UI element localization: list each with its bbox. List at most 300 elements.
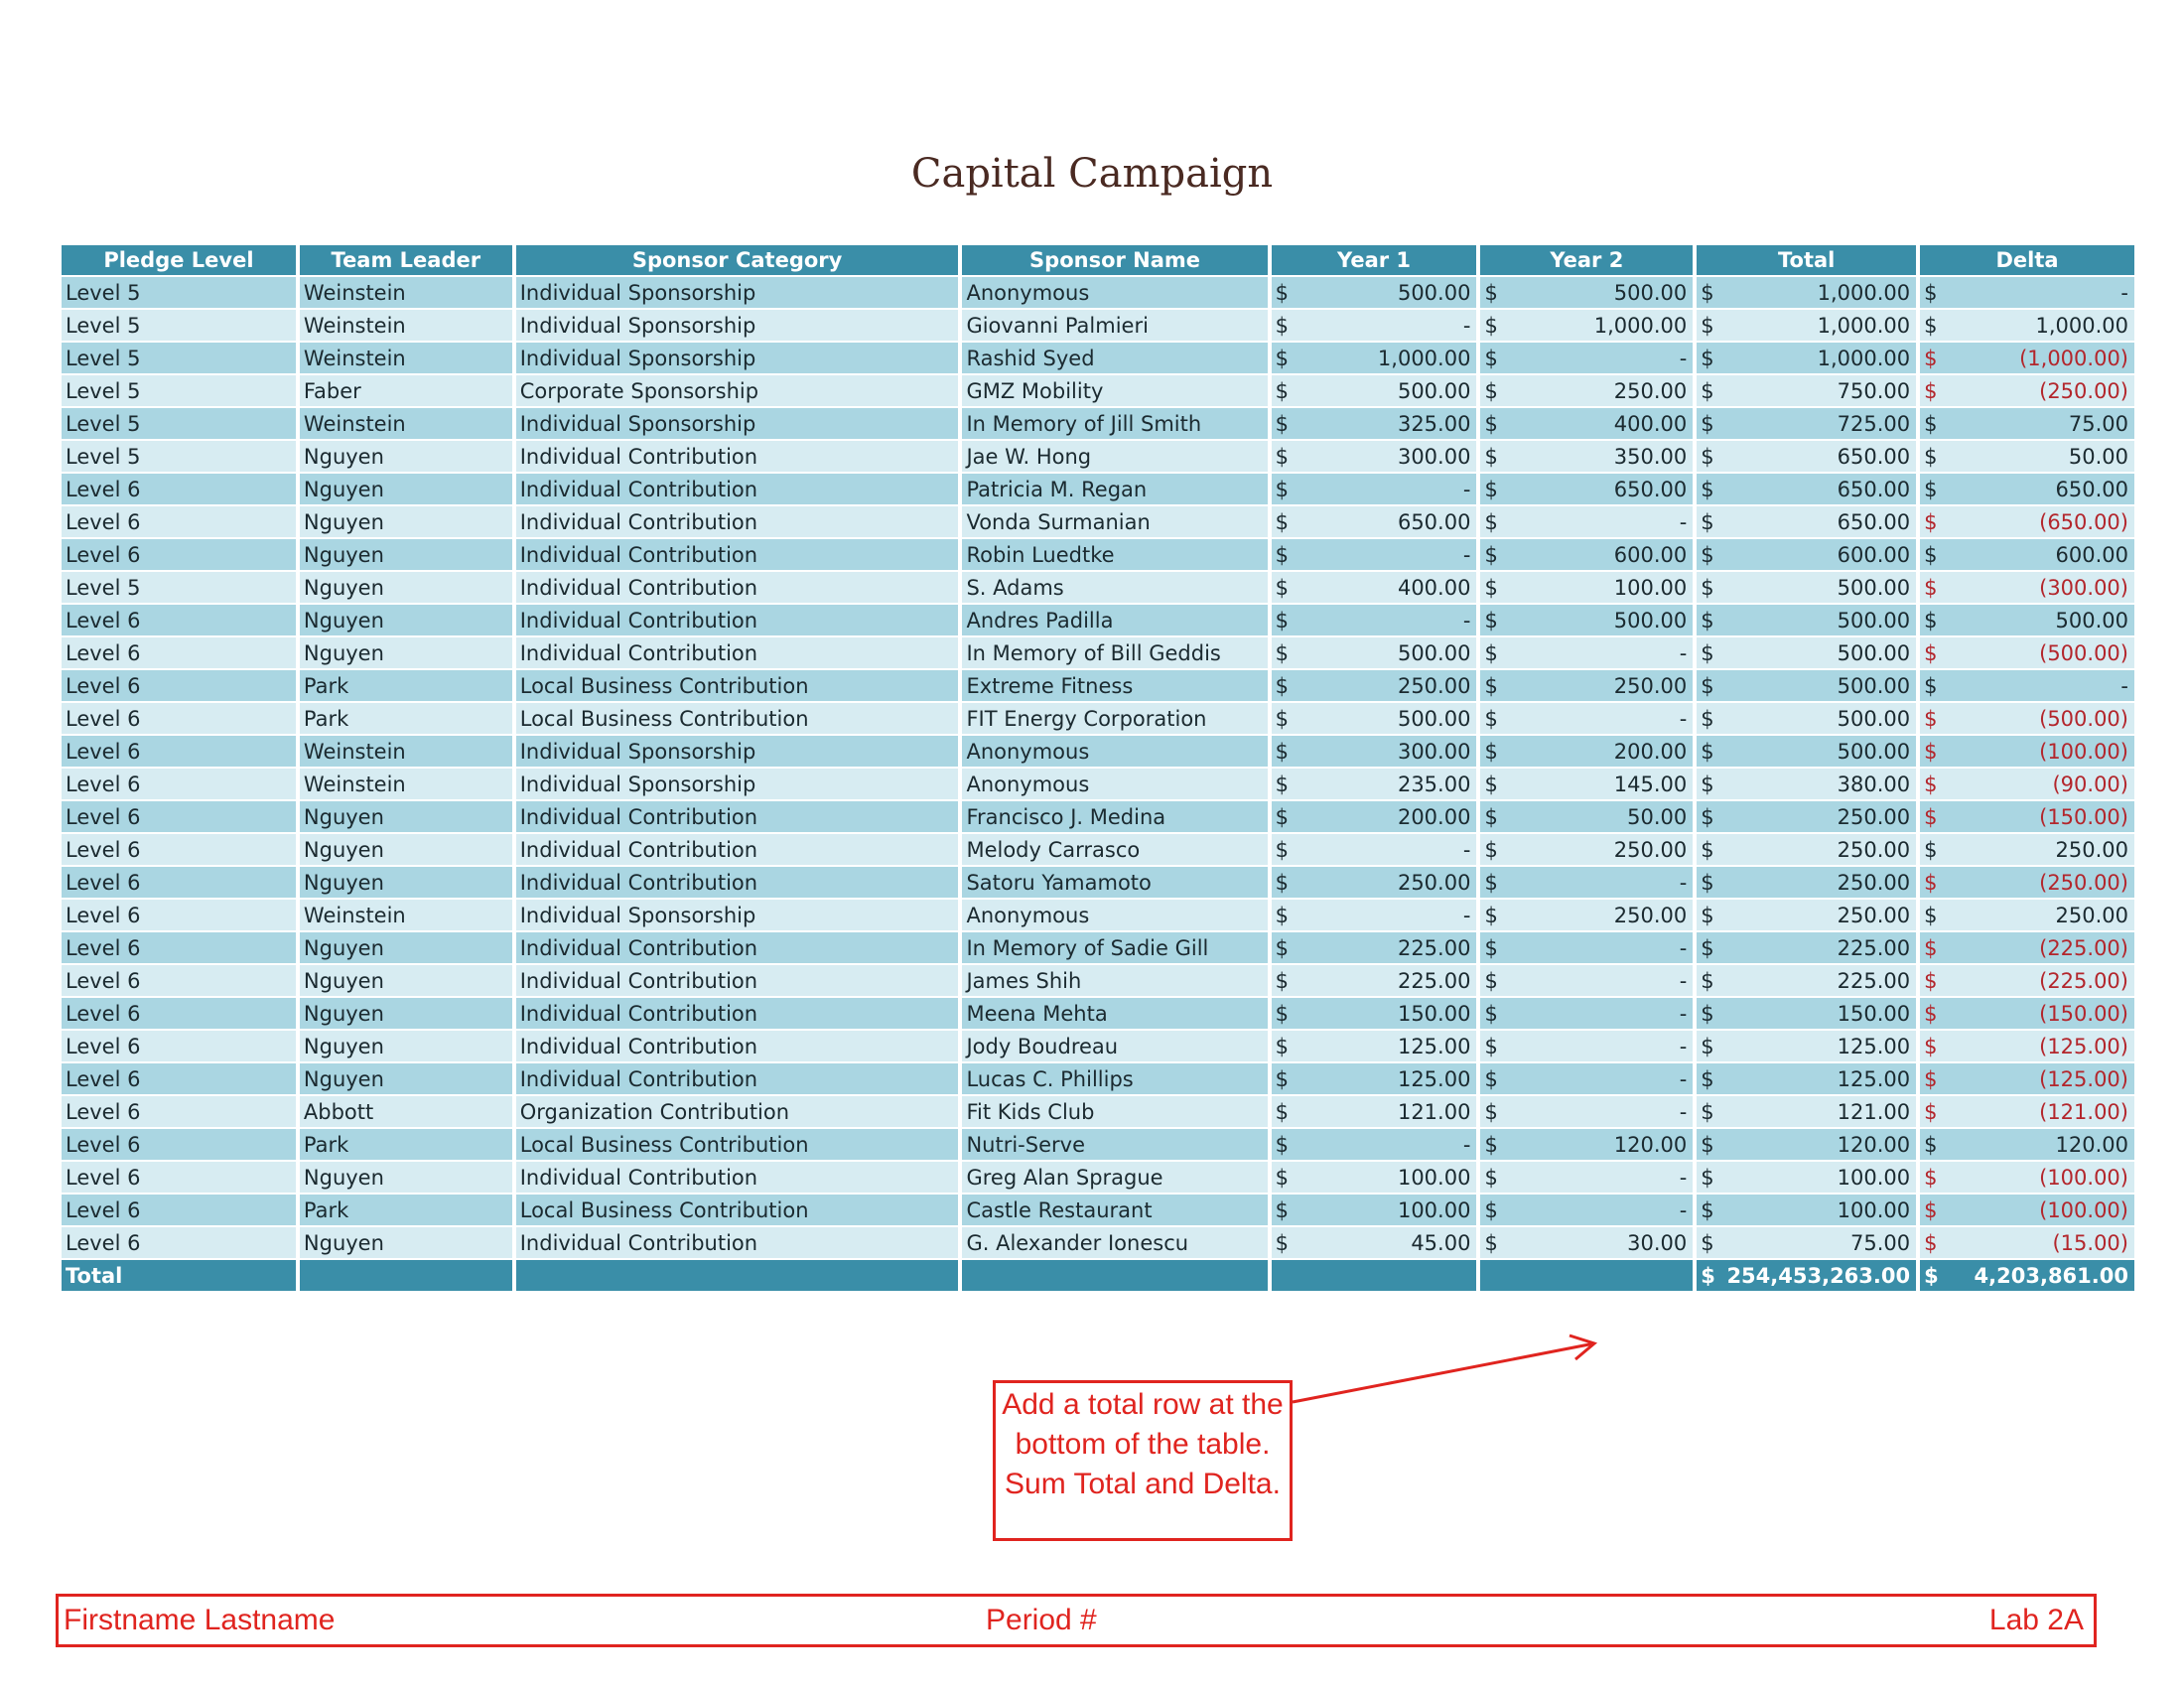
currency-symbol: $ [1924,837,1938,862]
sponsor-category-cell[interactable]: Individual Contribution [516,998,959,1029]
currency-symbol: $ [1275,1165,1290,1190]
sponsor-category-cell[interactable]: Individual Contribution [516,474,959,504]
amount-value: 650.00 [1613,477,1688,501]
amount-value: 250.00 [1613,673,1688,698]
total-sum-value: 254,453,263.00 [1726,1263,1911,1288]
sponsor-category-cell[interactable]: Individual Contribution [516,1227,959,1258]
currency-symbol: $ [1924,1034,1938,1058]
amount-value: 300.00 [1397,444,1471,469]
sponsor-category-cell[interactable]: Local Business Contribution [516,670,959,701]
amount-value: - [1679,1165,1688,1190]
team-leader-cell[interactable]: Park [300,670,512,701]
amount-value: (150.00) [2039,1001,2128,1026]
amount-value: - [1679,706,1688,731]
amount-value: (100.00) [2039,1165,2128,1190]
currency-symbol: $ [1275,509,1290,534]
sponsor-name-cell[interactable]: Giovanni Palmieri [962,310,1267,341]
amount-value: 250.00 [1837,903,1911,927]
sponsor-category-cell[interactable]: Individual Sponsorship [516,408,959,439]
team-leader-cell[interactable]: Nguyen [300,998,512,1029]
pledge-level-cell[interactable]: Level 5 [62,277,296,308]
amount-value: 225.00 [1837,935,1911,960]
currency-symbol: $ [1275,706,1290,731]
pledge-level-cell[interactable]: Level 6 [62,474,296,504]
team-leader-cell[interactable]: Nguyen [300,474,512,504]
team-leader-cell[interactable]: Nguyen [300,1063,512,1094]
amount-value: - [1679,640,1688,665]
col-header-sponsor-category[interactable]: Sponsor Category [516,245,959,275]
sponsor-category-cell[interactable]: Corporate Sponsorship [516,375,959,406]
amount-value: 500.00 [1837,640,1911,665]
col-header-year-2[interactable]: Year 2 [1480,245,1693,275]
currency-symbol: $ [1275,968,1290,993]
pledge-level-cell[interactable]: Level 6 [62,801,296,832]
pledge-level-cell[interactable]: Level 5 [62,310,296,341]
currency-symbol: $ [1924,444,1938,469]
sponsor-name-cell[interactable]: Extreme Fitness [962,670,1267,701]
currency-symbol: $ [1701,903,1714,927]
team-leader-cell[interactable]: Nguyen [300,1227,512,1258]
currency-symbol: $ [1701,346,1714,370]
amount-value: 120.00 [1613,1132,1688,1157]
amount-value: - [1679,1197,1688,1222]
currency-symbol: $ [1701,837,1714,862]
sponsor-category-cell[interactable]: Individual Contribution [516,932,959,963]
currency-symbol: $ [1275,608,1290,633]
pledge-level-cell[interactable]: Level 6 [62,1096,296,1127]
sponsor-name-cell[interactable]: Anonymous [962,769,1267,799]
amount-value: (300.00) [2039,575,2128,600]
currency-symbol: $ [1701,1230,1714,1255]
sponsor-name-cell[interactable]: Patricia M. Regan [962,474,1267,504]
currency-symbol: $ [1924,1099,1938,1124]
amount-value: 1,000.00 [1817,280,1911,305]
amount-value: 50.00 [2068,444,2128,469]
amount-value: (500.00) [2039,706,2128,731]
amount-value: 1,000.00 [1817,313,1911,338]
currency-symbol: $ [1701,444,1714,469]
amount-value: 650.00 [1837,509,1911,534]
amount-value: 121.00 [1837,1099,1911,1124]
pledge-level-cell[interactable]: Level 5 [62,375,296,406]
amount-value: (225.00) [2039,935,2128,960]
currency-symbol: $ [1275,903,1290,927]
currency-symbol: $ [1484,837,1498,862]
sponsor-name-cell[interactable]: Anonymous [962,900,1267,930]
team-leader-cell[interactable]: Weinstein [300,408,512,439]
currency-symbol: $ [1924,706,1938,731]
sponsor-name-cell[interactable]: James Shih [962,965,1267,996]
currency-symbol: $ [1275,542,1290,567]
amount-value: 125.00 [1837,1034,1911,1058]
currency-symbol: $ [1275,1099,1290,1124]
amount-value: - [1679,509,1688,534]
team-leader-cell[interactable]: Nguyen [300,605,512,635]
pledge-level-cell[interactable]: Level 6 [62,736,296,767]
currency-symbol: $ [1484,1034,1498,1058]
currency-symbol: $ [1701,608,1714,633]
currency-symbol: $ [1484,1132,1498,1157]
currency-symbol: $ [1484,772,1498,796]
currency-symbol: $ [1701,1034,1714,1058]
currency-symbol: $ [1275,739,1290,764]
amount-value: - [1679,1099,1688,1124]
sponsor-name-cell[interactable]: Satoru Yamamoto [962,867,1267,898]
currency-symbol: $ [1275,444,1290,469]
amount-value: 500.00 [1837,673,1911,698]
currency-symbol: $ [1924,1197,1938,1222]
pledge-level-cell[interactable]: Level 6 [62,1162,296,1193]
amount-value: - [1462,608,1471,633]
currency-symbol: $ [1484,509,1498,534]
currency-symbol: $ [1701,1001,1714,1026]
currency-symbol: $ [1924,1066,1938,1091]
currency-symbol: $ [1484,608,1498,633]
amount-value: 145.00 [1613,772,1688,796]
currency-symbol: $ [1484,1230,1498,1255]
col-header-sponsor-name[interactable]: Sponsor Name [962,245,1267,275]
currency-symbol: $ [1701,706,1714,731]
amount-value: - [1462,477,1471,501]
currency-symbol: $ [1701,1165,1714,1190]
team-leader-cell[interactable]: Nguyen [300,637,512,668]
amount-value: (250.00) [2039,870,2128,895]
pledge-level-cell[interactable]: Level 6 [62,867,296,898]
currency-symbol: $ [1701,280,1714,305]
col-header-total[interactable]: Total [1697,245,1916,275]
currency-symbol: $ [1484,673,1498,698]
currency-symbol: $ [1701,378,1714,403]
currency-symbol: $ [1924,411,1938,436]
amount-value: 1,000.00 [1377,346,1471,370]
currency-symbol: $ [1924,1230,1938,1255]
sponsor-name-cell[interactable]: Rashid Syed [962,343,1267,373]
amount-value: 600.00 [1613,542,1688,567]
col-header-team-leader[interactable]: Team Leader [300,245,512,275]
team-leader-cell[interactable]: Nguyen [300,506,512,537]
sponsor-category-cell[interactable]: Individual Contribution [516,965,959,996]
amount-value: 500.00 [2055,608,2128,633]
amount-value: - [1679,968,1688,993]
sponsor-category-cell[interactable]: Individual Contribution [516,867,959,898]
sponsor-name-cell[interactable]: Andres Padilla [962,605,1267,635]
sponsor-name-cell[interactable]: FIT Energy Corporation [962,703,1267,734]
sponsor-name-cell[interactable]: Lucas C. Phillips [962,1063,1267,1094]
amount-value: (100.00) [2039,739,2128,764]
amount-value: 250.00 [1397,870,1471,895]
currency-symbol: $ [1275,1066,1290,1091]
currency-symbol: $ [1924,804,1938,829]
amount-value: 200.00 [1613,739,1688,764]
sponsor-name-cell[interactable]: Jae W. Hong [962,441,1267,472]
currency-symbol: $ [1924,378,1938,403]
sponsor-category-cell[interactable]: Individual Sponsorship [516,277,959,308]
amount-value: 500.00 [1837,739,1911,764]
sponsor-name-cell[interactable]: S. Adams [962,572,1267,603]
amount-value: 250.00 [1837,837,1911,862]
amount-value: 650.00 [1837,444,1911,469]
currency-symbol: $ [1924,903,1938,927]
amount-value: 250.00 [1837,870,1911,895]
currency-symbol: $ [1701,1132,1714,1157]
currency-symbol: $ [1924,673,1938,698]
currency-symbol: $ [1484,542,1498,567]
pledge-level-cell[interactable]: Level 6 [62,506,296,537]
currency-symbol: $ [1484,804,1498,829]
team-leader-cell[interactable]: Faber [300,375,512,406]
amount-value: (500.00) [2039,640,2128,665]
footer-student-name: Firstname Lastname [64,1604,336,1636]
sponsor-category-cell[interactable]: Individual Sponsorship [516,900,959,930]
currency-symbol: $ [1275,1230,1290,1255]
amount-value: 120.00 [1837,1132,1911,1157]
currency-symbol: $ [1924,1001,1938,1026]
currency-symbol: $ [1484,1066,1498,1091]
amount-value: (250.00) [2039,378,2128,403]
currency-symbol: $ [1484,411,1498,436]
sponsor-category-cell[interactable]: Organization Contribution [516,1096,959,1127]
amount-value: 500.00 [1837,575,1911,600]
amount-value: (15.00) [2052,1230,2128,1255]
sponsor-name-cell[interactable]: GMZ Mobility [962,375,1267,406]
amount-value: 500.00 [1397,706,1471,731]
sponsor-name-cell[interactable]: Jody Boudreau [962,1031,1267,1061]
sponsor-name-cell[interactable]: Vonda Surmanian [962,506,1267,537]
sponsor-name-cell[interactable]: Greg Alan Sprague [962,1162,1267,1193]
col-header-delta[interactable]: Delta [1920,245,2134,275]
amount-value: 500.00 [1397,280,1471,305]
currency-symbol: $ [1701,1197,1714,1222]
amount-value: 100.00 [1397,1197,1471,1222]
sponsor-category-cell[interactable]: Individual Sponsorship [516,769,959,799]
currency-symbol: $ [1924,477,1938,501]
team-leader-cell[interactable]: Nguyen [300,572,512,603]
amount-value: 125.00 [1397,1066,1471,1091]
pledge-level-cell[interactable]: Level 6 [62,703,296,734]
amount-value: - [1462,313,1471,338]
footer-period: Period # [986,1604,1097,1636]
currency-symbol: $ [1275,575,1290,600]
sponsor-name-cell[interactable]: Anonymous [962,736,1267,767]
team-leader-cell[interactable]: Nguyen [300,801,512,832]
pledge-level-cell[interactable]: Level 6 [62,1129,296,1160]
sponsor-category-cell[interactable]: Individual Sponsorship [516,343,959,373]
amount-value: 650.00 [2055,477,2128,501]
amount-value: 650.00 [1397,509,1471,534]
currency-symbol: $ [1484,477,1498,501]
team-leader-cell[interactable]: Park [300,1129,512,1160]
amount-value: 600.00 [2055,542,2128,567]
team-leader-cell[interactable]: Nguyen [300,965,512,996]
sponsor-name-cell[interactable]: Fit Kids Club [962,1096,1267,1127]
sponsor-name-cell[interactable]: In Memory of Sadie Gill [962,932,1267,963]
pledge-level-cell[interactable]: Level 5 [62,572,296,603]
currency-symbol: $ [1484,739,1498,764]
amount-value: 250.00 [1397,673,1471,698]
sponsor-category-cell[interactable]: Local Business Contribution [516,703,959,734]
amount-value: (125.00) [2039,1066,2128,1091]
currency-symbol: $ [1924,968,1938,993]
currency-symbol: $ [1701,1263,1715,1288]
pledge-level-cell[interactable]: Level 6 [62,769,296,799]
amount-value: - [1679,346,1688,370]
amount-value: 200.00 [1397,804,1471,829]
currency-symbol: $ [1484,444,1498,469]
currency-symbol: $ [1484,1197,1498,1222]
currency-symbol: $ [1275,804,1290,829]
team-leader-cell[interactable]: Nguyen [300,441,512,472]
currency-symbol: $ [1701,411,1714,436]
currency-symbol: $ [1275,1001,1290,1026]
amount-value: (150.00) [2039,804,2128,829]
amount-value: 400.00 [1397,575,1471,600]
pledge-level-cell[interactable]: Level 6 [62,1195,296,1225]
amount-value: 100.00 [1613,575,1688,600]
currency-symbol: $ [1701,739,1714,764]
currency-symbol: $ [1924,575,1938,600]
amount-value: - [1462,903,1471,927]
currency-symbol: $ [1484,640,1498,665]
footer-box [56,1594,2097,1647]
team-leader-cell[interactable]: Nguyen [300,867,512,898]
pledge-level-cell[interactable]: Level 6 [62,834,296,865]
sponsor-category-cell[interactable]: Individual Contribution [516,1162,959,1193]
team-leader-cell[interactable]: Nguyen [300,539,512,570]
amount-value: - [1679,870,1688,895]
currency-symbol: $ [1924,542,1938,567]
sponsor-category-cell[interactable]: Individual Sponsorship [516,736,959,767]
col-header-pledge-level[interactable]: Pledge Level [62,245,296,275]
currency-symbol: $ [1924,1165,1938,1190]
amount-value: 1,000.00 [1593,313,1688,338]
team-leader-cell[interactable]: Nguyen [300,1031,512,1061]
pledge-level-cell[interactable]: Level 6 [62,637,296,668]
currency-symbol: $ [1484,1099,1498,1124]
currency-symbol: $ [1484,1001,1498,1026]
pledge-level-cell[interactable]: Level 5 [62,408,296,439]
sponsor-category-cell[interactable]: Local Business Contribution [516,1195,959,1225]
amount-value: 225.00 [1397,968,1471,993]
sponsor-category-cell[interactable]: Individual Contribution [516,637,959,668]
team-leader-cell[interactable]: Weinstein [300,769,512,799]
team-leader-cell[interactable]: Weinstein [300,343,512,373]
delta-sum-value: 4,203,861.00 [1974,1263,2128,1288]
currency-symbol: $ [1484,903,1498,927]
currency-symbol: $ [1924,313,1938,338]
amount-value: 500.00 [1613,280,1688,305]
pledge-level-cell[interactable]: Level 6 [62,539,296,570]
total-label[interactable]: Total [62,1260,296,1291]
amount-value: (90.00) [2052,772,2128,796]
page-title: Capital Campaign [910,151,1274,197]
sponsor-category-cell[interactable]: Individual Contribution [516,1031,959,1061]
sponsor-category-cell[interactable]: Individual Contribution [516,605,959,635]
sponsor-category-cell[interactable]: Individual Contribution [516,539,959,570]
pledge-level-cell[interactable]: Level 5 [62,441,296,472]
currency-symbol: $ [1924,772,1938,796]
team-leader-cell[interactable]: Weinstein [300,736,512,767]
sponsor-category-cell[interactable]: Individual Contribution [516,1063,959,1094]
sponsor-name-cell[interactable]: Anonymous [962,277,1267,308]
currency-symbol: $ [1484,968,1498,993]
amount-value: 1,000.00 [1817,346,1911,370]
currency-symbol: $ [1701,935,1714,960]
sponsor-category-cell[interactable]: Individual Contribution [516,441,959,472]
sponsor-name-cell[interactable]: Melody Carrasco [962,834,1267,865]
pledge-level-cell[interactable]: Level 6 [62,965,296,996]
team-leader-cell[interactable]: Nguyen [300,834,512,865]
pledge-level-cell[interactable]: Level 6 [62,998,296,1029]
amount-value: (100.00) [2039,1197,2128,1222]
sponsor-name-cell[interactable]: G. Alexander Ionescu [962,1227,1267,1258]
team-leader-cell[interactable]: Nguyen [300,932,512,963]
sponsor-name-cell[interactable]: In Memory of Jill Smith [962,408,1267,439]
pledge-level-cell[interactable]: Level 6 [62,605,296,635]
sponsor-category-cell[interactable]: Individual Contribution [516,506,959,537]
team-leader-cell[interactable]: Park [300,703,512,734]
amount-value: 250.00 [1837,804,1911,829]
pledge-level-cell[interactable]: Level 6 [62,1063,296,1094]
sponsor-name-cell[interactable]: Meena Mehta [962,998,1267,1029]
sponsor-category-cell[interactable]: Individual Contribution [516,834,959,865]
sponsor-category-cell[interactable]: Individual Contribution [516,572,959,603]
amount-value: 225.00 [1397,935,1471,960]
currency-symbol: $ [1924,280,1938,305]
amount-value: (650.00) [2039,509,2128,534]
currency-symbol: $ [1484,935,1498,960]
amount-value: - [1462,1132,1471,1157]
sponsor-name-cell[interactable]: Nutri-Serve [962,1129,1267,1160]
team-leader-cell[interactable]: Park [300,1195,512,1225]
amount-value: 150.00 [1837,1001,1911,1026]
currency-symbol: $ [1924,640,1938,665]
amount-value: 650.00 [1837,477,1911,501]
pledge-level-cell[interactable]: Level 6 [62,1227,296,1258]
currency-symbol: $ [1701,673,1714,698]
sponsor-category-cell[interactable]: Individual Contribution [516,801,959,832]
sponsor-category-cell[interactable]: Individual Sponsorship [516,310,959,341]
sponsor-name-cell[interactable]: In Memory of Bill Geddis [962,637,1267,668]
amount-value: - [1462,837,1471,862]
currency-symbol: $ [1701,542,1714,567]
sponsor-name-cell[interactable]: Castle Restaurant [962,1195,1267,1225]
team-leader-cell[interactable]: Nguyen [300,1162,512,1193]
col-header-year-1[interactable]: Year 1 [1272,245,1477,275]
currency-symbol: $ [1275,1034,1290,1058]
currency-symbol: $ [1275,935,1290,960]
team-leader-cell[interactable]: Weinstein [300,277,512,308]
amount-value: 725.00 [1837,411,1911,436]
amount-value: 325.00 [1397,411,1471,436]
pledge-level-cell[interactable]: Level 6 [62,1031,296,1061]
pledge-level-cell[interactable]: Level 5 [62,343,296,373]
pledge-level-cell[interactable]: Level 6 [62,900,296,930]
amount-value: 30.00 [1627,1230,1688,1255]
amount-value: 250.00 [2055,837,2128,862]
sponsor-name-cell[interactable]: Robin Luedtke [962,539,1267,570]
amount-value: - [1679,1001,1688,1026]
sponsor-name-cell[interactable]: Francisco J. Medina [962,801,1267,832]
amount-value: 120.00 [2055,1132,2128,1157]
team-leader-cell[interactable]: Weinstein [300,310,512,341]
sponsor-category-cell[interactable]: Local Business Contribution [516,1129,959,1160]
team-leader-cell[interactable]: Weinstein [300,900,512,930]
pledge-level-cell[interactable]: Level 6 [62,932,296,963]
pledge-level-cell[interactable]: Level 6 [62,670,296,701]
currency-symbol: $ [1484,346,1498,370]
team-leader-cell[interactable]: Abbott [300,1096,512,1127]
amount-value: - [1679,935,1688,960]
